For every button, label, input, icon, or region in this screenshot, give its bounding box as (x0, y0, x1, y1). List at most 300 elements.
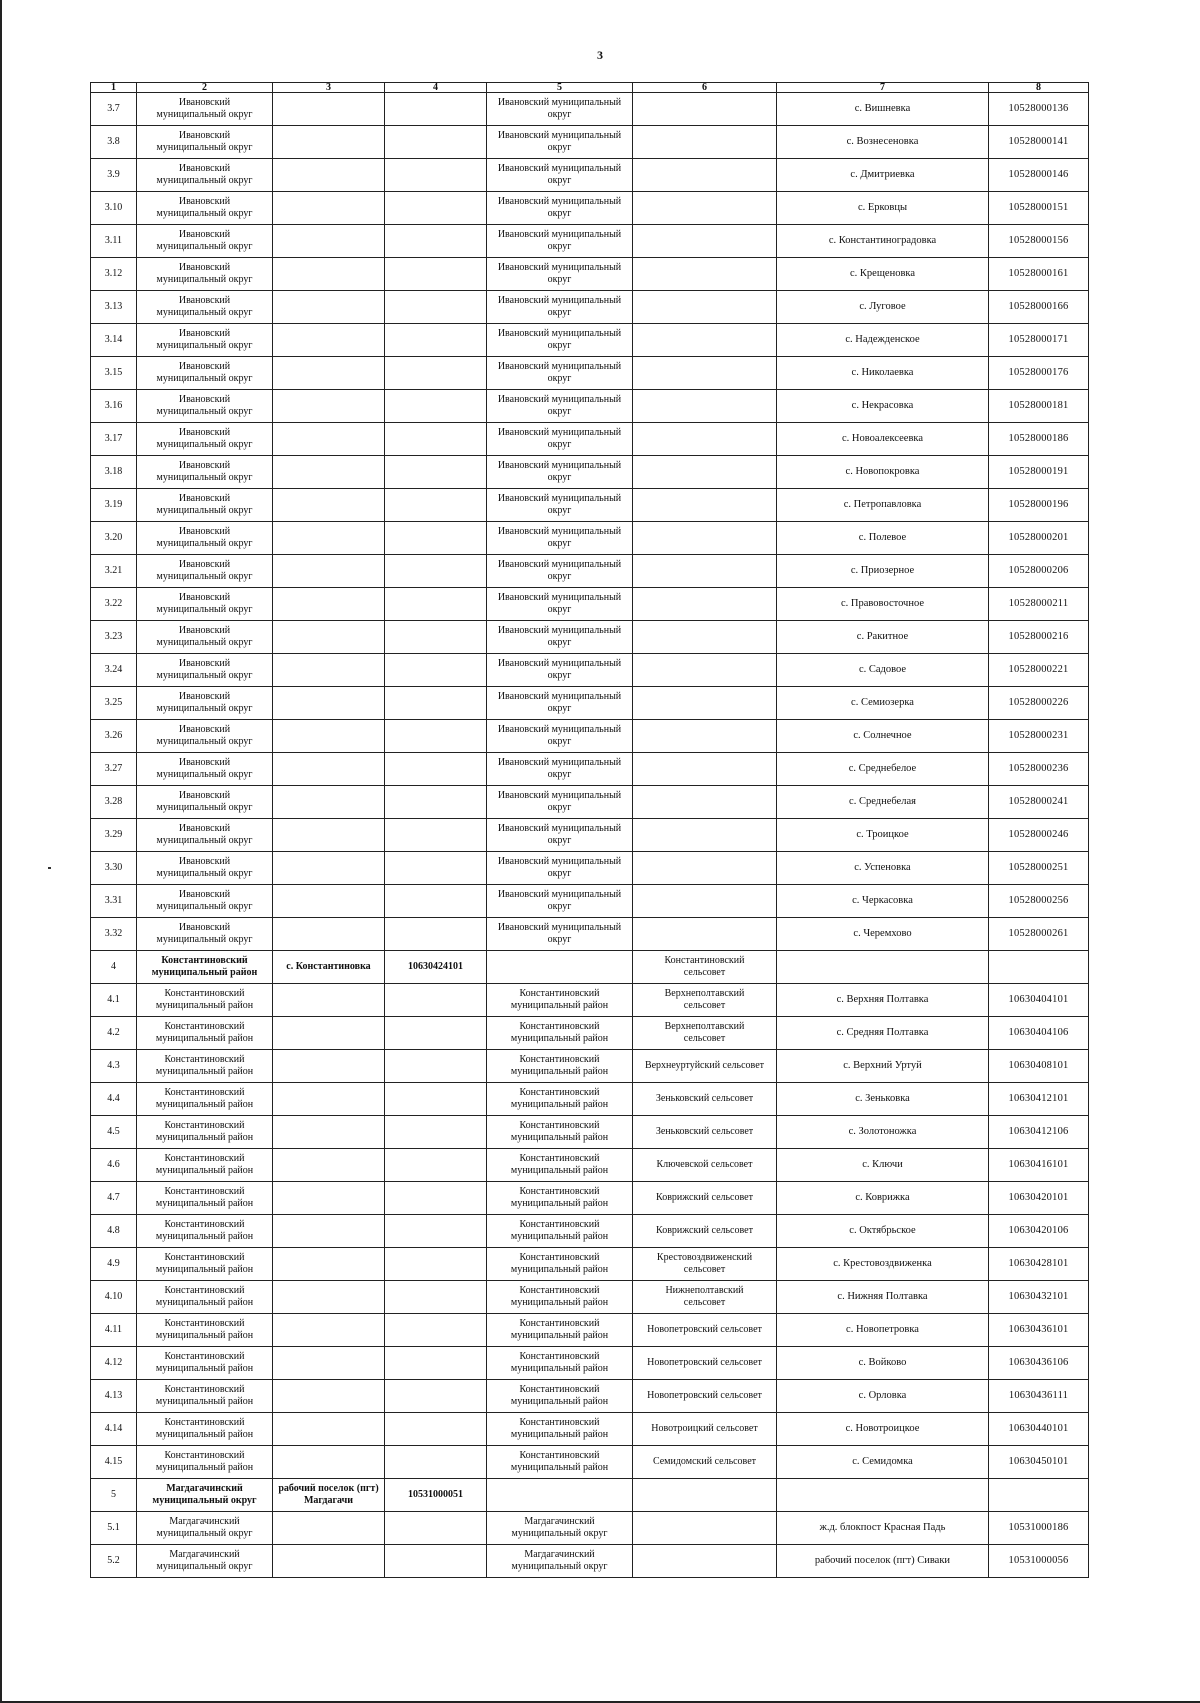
municipality-cell: Константиновский муниципальный район (137, 1017, 273, 1050)
oktmo-code-cell (989, 951, 1089, 984)
row-number: 3.18 (91, 456, 137, 489)
admin-center-cell (273, 852, 385, 885)
locality-cell: с. Верхняя Полтавка (777, 984, 989, 1017)
row-number: 4.5 (91, 1116, 137, 1149)
oktmo-code-cell: 10630440101 (989, 1413, 1089, 1446)
municipal-formation-cell: Константиновский муниципальный район (487, 1017, 633, 1050)
settlement-council-cell: Крестовоздвиженский сельсовет (633, 1248, 777, 1281)
admin-center-cell (273, 1017, 385, 1050)
row-number: 4.3 (91, 1050, 137, 1083)
admin-center-cell (273, 1380, 385, 1413)
admin-center-code-cell (385, 1314, 487, 1347)
settlement-council-cell (633, 753, 777, 786)
settlement-council-cell (633, 852, 777, 885)
admin-center-cell (273, 93, 385, 126)
municipality-cell: Константиновский муниципальный район (137, 1281, 273, 1314)
table-row (91, 192, 1089, 225)
locality-cell: с. Семиозерка (777, 687, 989, 720)
locality-cell: с. Черкасовка (777, 885, 989, 918)
locality-cell: ж.д. блокпост Красная Падь (777, 1512, 989, 1545)
admin-center-cell (273, 588, 385, 621)
municipality-cell: Ивановский муниципальный округ (137, 687, 273, 720)
oktmo-code-cell: 10630436111 (989, 1380, 1089, 1413)
municipality-cell: Константиновский муниципальный район (137, 1116, 273, 1149)
oktmo-code-cell: 10528000246 (989, 819, 1089, 852)
table-row (91, 126, 1089, 159)
table-row (91, 1413, 1089, 1446)
settlements-table (90, 82, 1089, 1578)
locality-cell: с. Октябрьское (777, 1215, 989, 1248)
admin-center-cell (273, 324, 385, 357)
municipality-cell: Ивановский муниципальный округ (137, 423, 273, 456)
scan-speck (48, 867, 51, 869)
municipal-formation-cell: Константиновский муниципальный район (487, 1281, 633, 1314)
locality-cell: с. Семидомка (777, 1446, 989, 1479)
settlement-council-cell (633, 687, 777, 720)
oktmo-code-cell: 10528000216 (989, 621, 1089, 654)
municipal-formation-cell: Ивановский муниципальный округ (487, 159, 633, 192)
oktmo-code-cell: 10630416101 (989, 1149, 1089, 1182)
admin-center-code-cell (385, 423, 487, 456)
municipality-cell: Ивановский муниципальный округ (137, 489, 273, 522)
row-number: 3.12 (91, 258, 137, 291)
oktmo-code-cell: 10630404106 (989, 1017, 1089, 1050)
row-number: 5 (91, 1479, 137, 1512)
locality-cell: с. Новопетровка (777, 1314, 989, 1347)
municipal-formation-cell: Ивановский муниципальный округ (487, 918, 633, 951)
table-row (91, 819, 1089, 852)
municipal-formation-cell (487, 951, 633, 984)
municipal-formation-cell: Ивановский муниципальный округ (487, 192, 633, 225)
municipal-formation-cell: Константиновский муниципальный район (487, 1215, 633, 1248)
admin-center-code-cell (385, 522, 487, 555)
settlement-council-cell (633, 621, 777, 654)
settlement-council-cell: Зеньковский сельсовет (633, 1083, 777, 1116)
settlement-council-cell: Ключевской сельсовет (633, 1149, 777, 1182)
row-number: 4.6 (91, 1149, 137, 1182)
settlement-council-cell: Семидомский сельсовет (633, 1446, 777, 1479)
admin-center-cell (273, 1083, 385, 1116)
row-number: 4.4 (91, 1083, 137, 1116)
table-row (91, 291, 1089, 324)
oktmo-code-cell: 10528000251 (989, 852, 1089, 885)
admin-center-code-cell (385, 1116, 487, 1149)
oktmo-code-cell: 10528000136 (989, 93, 1089, 126)
admin-center-code-cell (385, 1248, 487, 1281)
municipality-cell: Константиновский муниципальный район (137, 1248, 273, 1281)
row-number: 3.15 (91, 357, 137, 390)
oktmo-code-cell: 10528000166 (989, 291, 1089, 324)
admin-center-cell (273, 225, 385, 258)
table-row (91, 1083, 1089, 1116)
row-number: 5.1 (91, 1512, 137, 1545)
settlement-council-cell (633, 819, 777, 852)
table-row (91, 1380, 1089, 1413)
locality-cell: с. Правовосточное (777, 588, 989, 621)
municipal-formation-cell: Ивановский муниципальный округ (487, 522, 633, 555)
municipal-formation-cell: Ивановский муниципальный округ (487, 225, 633, 258)
oktmo-code-cell: 10528000181 (989, 390, 1089, 423)
row-number: 3.29 (91, 819, 137, 852)
locality-cell: с. Ракитное (777, 621, 989, 654)
table-row (91, 159, 1089, 192)
admin-center-code-cell (385, 687, 487, 720)
oktmo-code-cell: 10528000171 (989, 324, 1089, 357)
locality-cell: с. Вишневка (777, 93, 989, 126)
admin-center-cell: рабочий поселок (пгт) Магдагачи (273, 1479, 385, 1512)
locality-cell: с. Ерковцы (777, 192, 989, 225)
municipal-formation-cell: Константиновский муниципальный район (487, 984, 633, 1017)
row-number: 3.14 (91, 324, 137, 357)
locality-cell: с. Некрасовка (777, 390, 989, 423)
municipality-cell: Ивановский муниципальный округ (137, 126, 273, 159)
settlement-council-cell (633, 522, 777, 555)
admin-center-code-cell (385, 357, 487, 390)
admin-center-cell (273, 984, 385, 1017)
row-number: 3.16 (91, 390, 137, 423)
municipal-formation-cell: Магдагачинский муниципальный округ (487, 1545, 633, 1578)
settlement-council-cell (633, 1545, 777, 1578)
admin-center-cell (273, 291, 385, 324)
settlement-council-cell (633, 258, 777, 291)
admin-center-code-cell (385, 1215, 487, 1248)
row-number: 3.26 (91, 720, 137, 753)
settlement-council-cell (633, 291, 777, 324)
admin-center-code-cell (385, 1413, 487, 1446)
row-number: 4.8 (91, 1215, 137, 1248)
settlement-council-cell: Новопетровский сельсовет (633, 1314, 777, 1347)
admin-center-cell (273, 918, 385, 951)
locality-cell: с. Орловка (777, 1380, 989, 1413)
column-header: 3 (273, 83, 385, 93)
row-number: 3.22 (91, 588, 137, 621)
oktmo-code-cell: 10630412101 (989, 1083, 1089, 1116)
settlement-council-cell (633, 456, 777, 489)
locality-cell: с. Петропавловка (777, 489, 989, 522)
oktmo-code-cell: 10630420101 (989, 1182, 1089, 1215)
municipality-cell: Магдагачинский муниципальный округ (137, 1512, 273, 1545)
row-number: 4.7 (91, 1182, 137, 1215)
admin-center-cell (273, 1116, 385, 1149)
municipality-cell: Ивановский муниципальный округ (137, 621, 273, 654)
admin-center-cell (273, 555, 385, 588)
admin-center-code-cell (385, 258, 487, 291)
settlement-council-cell (633, 489, 777, 522)
municipality-cell: Ивановский муниципальный округ (137, 852, 273, 885)
admin-center-code-cell (385, 621, 487, 654)
table-row (91, 1446, 1089, 1479)
oktmo-code-cell: 10528000156 (989, 225, 1089, 258)
municipality-cell: Ивановский муниципальный округ (137, 555, 273, 588)
admin-center-cell (273, 1413, 385, 1446)
municipal-formation-cell: Константиновский муниципальный район (487, 1182, 633, 1215)
admin-center-cell (273, 1545, 385, 1578)
admin-center-code-cell (385, 654, 487, 687)
admin-center-cell (273, 423, 385, 456)
municipality-cell: Константиновский муниципальный район (137, 951, 273, 984)
admin-center-code-cell (385, 1545, 487, 1578)
admin-center-code-cell (385, 1347, 487, 1380)
locality-cell: с. Войково (777, 1347, 989, 1380)
admin-center-code-cell (385, 588, 487, 621)
settlement-council-cell (633, 159, 777, 192)
municipal-formation-cell: Ивановский муниципальный округ (487, 456, 633, 489)
municipality-cell: Ивановский муниципальный округ (137, 918, 273, 951)
municipality-cell: Ивановский муниципальный округ (137, 819, 273, 852)
oktmo-code-cell: 10531000186 (989, 1512, 1089, 1545)
municipal-formation-cell: Константиновский муниципальный район (487, 1413, 633, 1446)
page-number: 3 (597, 48, 603, 62)
row-number: 4.12 (91, 1347, 137, 1380)
oktmo-code-cell (989, 1479, 1089, 1512)
table-row (91, 423, 1089, 456)
admin-center-code-cell (385, 984, 487, 1017)
settlement-council-cell (633, 423, 777, 456)
table-row (91, 1050, 1089, 1083)
municipality-cell: Константиновский муниципальный район (137, 1347, 273, 1380)
table-row (91, 489, 1089, 522)
municipality-cell: Ивановский муниципальный округ (137, 192, 273, 225)
table-row (91, 1545, 1089, 1578)
admin-center-cell (273, 1182, 385, 1215)
column-header: 4 (385, 83, 487, 93)
settlement-council-cell (633, 786, 777, 819)
table-row (91, 1149, 1089, 1182)
municipality-cell: Константиновский муниципальный район (137, 1446, 273, 1479)
settlement-council-cell (633, 126, 777, 159)
municipality-cell: Ивановский муниципальный округ (137, 93, 273, 126)
admin-center-cell (273, 1446, 385, 1479)
admin-center-cell: с. Константиновка (273, 951, 385, 984)
municipal-formation-cell: Ивановский муниципальный округ (487, 786, 633, 819)
row-number: 3.9 (91, 159, 137, 192)
locality-cell: с. Черемхово (777, 918, 989, 951)
table-row (91, 852, 1089, 885)
settlement-council-cell: Новопетровский сельсовет (633, 1347, 777, 1380)
municipality-cell: Ивановский муниципальный округ (137, 753, 273, 786)
oktmo-code-cell: 10528000231 (989, 720, 1089, 753)
admin-center-cell (273, 522, 385, 555)
row-number: 5.2 (91, 1545, 137, 1578)
row-number: 3.31 (91, 885, 137, 918)
row-number: 4.14 (91, 1413, 137, 1446)
oktmo-code-cell: 10630432101 (989, 1281, 1089, 1314)
oktmo-code-cell: 10528000196 (989, 489, 1089, 522)
row-number: 4.9 (91, 1248, 137, 1281)
admin-center-code-cell (385, 1050, 487, 1083)
row-number: 3.24 (91, 654, 137, 687)
locality-cell: с. Нижняя Полтавка (777, 1281, 989, 1314)
admin-center-cell (273, 192, 385, 225)
admin-center-cell (273, 126, 385, 159)
locality-cell: с. Коврижка (777, 1182, 989, 1215)
settlement-council-cell: Новотроицкий сельсовет (633, 1413, 777, 1446)
table-row (91, 1248, 1089, 1281)
municipal-formation-cell: Константиновский муниципальный район (487, 1446, 633, 1479)
municipal-formation-cell (487, 1479, 633, 1512)
municipal-formation-cell: Константиновский муниципальный район (487, 1248, 633, 1281)
locality-cell: с. Среднебелое (777, 753, 989, 786)
table-header-row (91, 83, 1089, 93)
admin-center-code-cell (385, 720, 487, 753)
municipality-cell: Ивановский муниципальный округ (137, 885, 273, 918)
locality-cell: с. Константиноградовка (777, 225, 989, 258)
municipality-cell: Ивановский муниципальный округ (137, 654, 273, 687)
admin-center-cell (273, 357, 385, 390)
scan-frame-left (0, 0, 2, 1703)
oktmo-code-cell: 10630404101 (989, 984, 1089, 1017)
admin-center-cell (273, 621, 385, 654)
municipal-formation-cell: Константиновский муниципальный район (487, 1050, 633, 1083)
table-row (91, 753, 1089, 786)
settlement-council-cell: Константиновский сельсовет (633, 951, 777, 984)
table-row (91, 390, 1089, 423)
municipal-formation-cell: Константиновский муниципальный район (487, 1380, 633, 1413)
admin-center-code-cell (385, 126, 487, 159)
table-row (91, 1116, 1089, 1149)
oktmo-code-cell: 10630436106 (989, 1347, 1089, 1380)
admin-center-code-cell (385, 192, 487, 225)
admin-center-cell (273, 819, 385, 852)
admin-center-cell (273, 1215, 385, 1248)
municipal-formation-cell: Ивановский муниципальный округ (487, 291, 633, 324)
locality-cell: с. Полевое (777, 522, 989, 555)
oktmo-code-cell: 10528000146 (989, 159, 1089, 192)
admin-center-cell (273, 258, 385, 291)
settlement-council-cell (633, 357, 777, 390)
municipal-formation-cell: Константиновский муниципальный район (487, 1347, 633, 1380)
admin-center-cell (273, 1281, 385, 1314)
table-row (91, 456, 1089, 489)
municipality-cell: Магдагачинский муниципальный округ (137, 1479, 273, 1512)
column-header: 2 (137, 83, 273, 93)
column-header: 8 (989, 83, 1089, 93)
oktmo-code-cell: 10528000191 (989, 456, 1089, 489)
locality-cell: с. Верхний Уртуй (777, 1050, 989, 1083)
municipal-formation-cell: Ивановский муниципальный округ (487, 720, 633, 753)
admin-center-code-cell (385, 225, 487, 258)
admin-center-code-cell (385, 852, 487, 885)
row-number: 3.20 (91, 522, 137, 555)
oktmo-code-cell: 10630408101 (989, 1050, 1089, 1083)
row-number: 4.2 (91, 1017, 137, 1050)
municipality-cell: Константиновский муниципальный район (137, 1149, 273, 1182)
locality-cell: с. Солнечное (777, 720, 989, 753)
locality-cell: с. Вознесеновка (777, 126, 989, 159)
settlement-council-cell: Нижнеполтавский сельсовет (633, 1281, 777, 1314)
municipality-cell: Ивановский муниципальный округ (137, 720, 273, 753)
table-row (91, 1314, 1089, 1347)
municipality-cell: Константиновский муниципальный район (137, 1314, 273, 1347)
municipal-formation-cell: Ивановский муниципальный округ (487, 258, 633, 291)
table-row (91, 786, 1089, 819)
table-row (91, 1479, 1089, 1512)
settlement-council-cell (633, 225, 777, 258)
table-row (91, 918, 1089, 951)
admin-center-cell (273, 1248, 385, 1281)
admin-center-code-cell: 10630424101 (385, 951, 487, 984)
admin-center-cell (273, 885, 385, 918)
settlement-council-cell (633, 885, 777, 918)
settlement-council-cell: Зеньковский сельсовет (633, 1116, 777, 1149)
municipal-formation-cell: Ивановский муниципальный округ (487, 885, 633, 918)
admin-center-code-cell (385, 1182, 487, 1215)
municipality-cell: Магдагачинский муниципальный округ (137, 1545, 273, 1578)
row-number: 3.25 (91, 687, 137, 720)
table-row (91, 1281, 1089, 1314)
locality-cell: с. Дмитриевка (777, 159, 989, 192)
municipality-cell: Ивановский муниципальный округ (137, 456, 273, 489)
locality-cell (777, 951, 989, 984)
admin-center-cell (273, 720, 385, 753)
table-row (91, 93, 1089, 126)
oktmo-code-cell: 10630450101 (989, 1446, 1089, 1479)
admin-center-cell (273, 786, 385, 819)
admin-center-cell (273, 753, 385, 786)
municipal-formation-cell: Ивановский муниципальный округ (487, 621, 633, 654)
admin-center-code-cell (385, 159, 487, 192)
oktmo-code-cell: 10528000211 (989, 588, 1089, 621)
municipal-formation-cell: Ивановский муниципальный округ (487, 588, 633, 621)
admin-center-cell (273, 159, 385, 192)
municipality-cell: Ивановский муниципальный округ (137, 390, 273, 423)
municipality-cell: Ивановский муниципальный округ (137, 522, 273, 555)
table-row (91, 324, 1089, 357)
oktmo-code-cell: 10630436101 (989, 1314, 1089, 1347)
admin-center-cell (273, 390, 385, 423)
municipal-formation-cell: Ивановский муниципальный округ (487, 489, 633, 522)
settlement-council-cell (633, 588, 777, 621)
admin-center-code-cell: 10531000051 (385, 1479, 487, 1512)
municipal-formation-cell: Ивановский муниципальный округ (487, 423, 633, 456)
locality-cell: с. Садовое (777, 654, 989, 687)
settlement-council-cell: Верхнеполтавский сельсовет (633, 1017, 777, 1050)
municipality-cell: Ивановский муниципальный округ (137, 291, 273, 324)
municipal-formation-cell: Ивановский муниципальный округ (487, 126, 633, 159)
municipality-cell: Ивановский муниципальный округ (137, 159, 273, 192)
settlement-council-cell (633, 324, 777, 357)
table-row (91, 225, 1089, 258)
municipal-formation-cell: Константиновский муниципальный район (487, 1149, 633, 1182)
table-row (91, 357, 1089, 390)
table-row (91, 984, 1089, 1017)
oktmo-code-cell: 10528000226 (989, 687, 1089, 720)
oktmo-code-cell: 10528000201 (989, 522, 1089, 555)
municipal-formation-cell: Ивановский муниципальный округ (487, 687, 633, 720)
settlement-council-cell: Верхнеуртуйский сельсовет (633, 1050, 777, 1083)
locality-cell: с. Среднебелая (777, 786, 989, 819)
locality-cell: рабочий поселок (пгт) Сиваки (777, 1545, 989, 1578)
column-header: 5 (487, 83, 633, 93)
settlement-council-cell: Новопетровский сельсовет (633, 1380, 777, 1413)
municipal-formation-cell: Ивановский муниципальный округ (487, 753, 633, 786)
table-row (91, 687, 1089, 720)
settlement-council-cell (633, 93, 777, 126)
municipality-cell: Константиновский муниципальный район (137, 984, 273, 1017)
column-header: 7 (777, 83, 989, 93)
municipal-formation-cell: Ивановский муниципальный округ (487, 357, 633, 390)
admin-center-code-cell (385, 1380, 487, 1413)
row-number: 4.10 (91, 1281, 137, 1314)
locality-cell: с. Новотроицкое (777, 1413, 989, 1446)
settlement-council-cell: Коврижский сельсовет (633, 1215, 777, 1248)
admin-center-code-cell (385, 819, 487, 852)
municipal-formation-cell: Ивановский муниципальный округ (487, 555, 633, 588)
admin-center-code-cell (385, 1149, 487, 1182)
municipal-formation-cell: Ивановский муниципальный округ (487, 93, 633, 126)
row-number: 4.1 (91, 984, 137, 1017)
municipality-cell: Константиновский муниципальный район (137, 1182, 273, 1215)
